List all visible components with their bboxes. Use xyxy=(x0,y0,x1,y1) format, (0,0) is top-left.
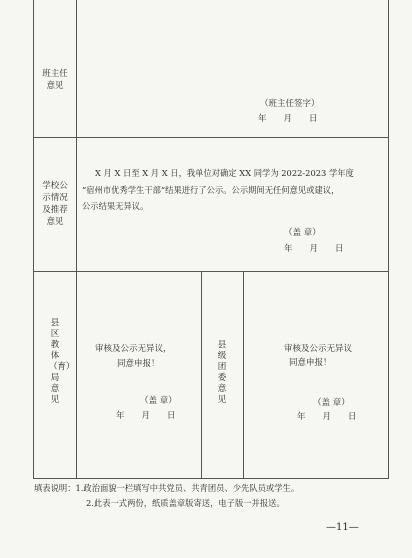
form-instructions-line-2: 2.此表一式两份，纸质盖章版寄送，电子版一并报送。 xyxy=(86,498,285,508)
label-column-divider xyxy=(76,0,77,479)
county-youth-opinion-1: 审核及公示无异议 xyxy=(284,344,353,354)
county-youth-date: 年 月 日 xyxy=(297,412,357,422)
county-youth-seal: （盖 章） xyxy=(313,398,350,408)
row-divider-1 xyxy=(33,137,389,138)
middle-divider-left xyxy=(201,271,202,479)
county-youth-label: 县级团委意见 xyxy=(217,340,227,405)
school-opinion-label: 学校公 示情况 及推荐 意见 xyxy=(42,181,68,227)
school-date: 年 月 日 xyxy=(284,244,344,254)
county-edu-seal: （盖 章） xyxy=(140,396,177,406)
school-opinion-line-3: 公示结果无异议。 xyxy=(82,201,149,211)
row-divider-2 xyxy=(33,271,389,272)
county-edu-opinion-1: 审核及公示无异议， xyxy=(95,344,172,354)
form-instructions-line-1: 填表说明：1.政治面貌一栏填写中共党员、共青团员、少先队员或学生。 xyxy=(34,483,300,493)
teacher-opinion-label: 班主任 意见 xyxy=(42,69,68,91)
school-opinion-line-1: X 月 X 日至 X 月 X 日，我单位对确定 XX 同学为 2022-2023 学年度 xyxy=(95,168,354,178)
county-youth-opinion-2: 同意申报！ xyxy=(289,358,332,368)
teacher-signature: （班主任签字） xyxy=(260,99,320,109)
school-seal: （盖 章） xyxy=(284,228,321,238)
middle-divider-right xyxy=(243,271,244,479)
table-right-border xyxy=(388,0,389,479)
county-edu-date: 年 月 日 xyxy=(116,411,176,421)
teacher-date: 年 月 日 xyxy=(258,114,318,124)
table-bottom-border xyxy=(33,478,389,479)
page-number: —11— xyxy=(326,522,359,533)
county-edu-label: 县区教体（育）局意见 xyxy=(49,318,75,405)
county-edu-opinion-2: 同意申报！ xyxy=(117,359,160,369)
school-opinion-line-2: “宿州市优秀学生干部”结果进行了公示。公示期间无任何意见或建议， xyxy=(82,185,340,195)
